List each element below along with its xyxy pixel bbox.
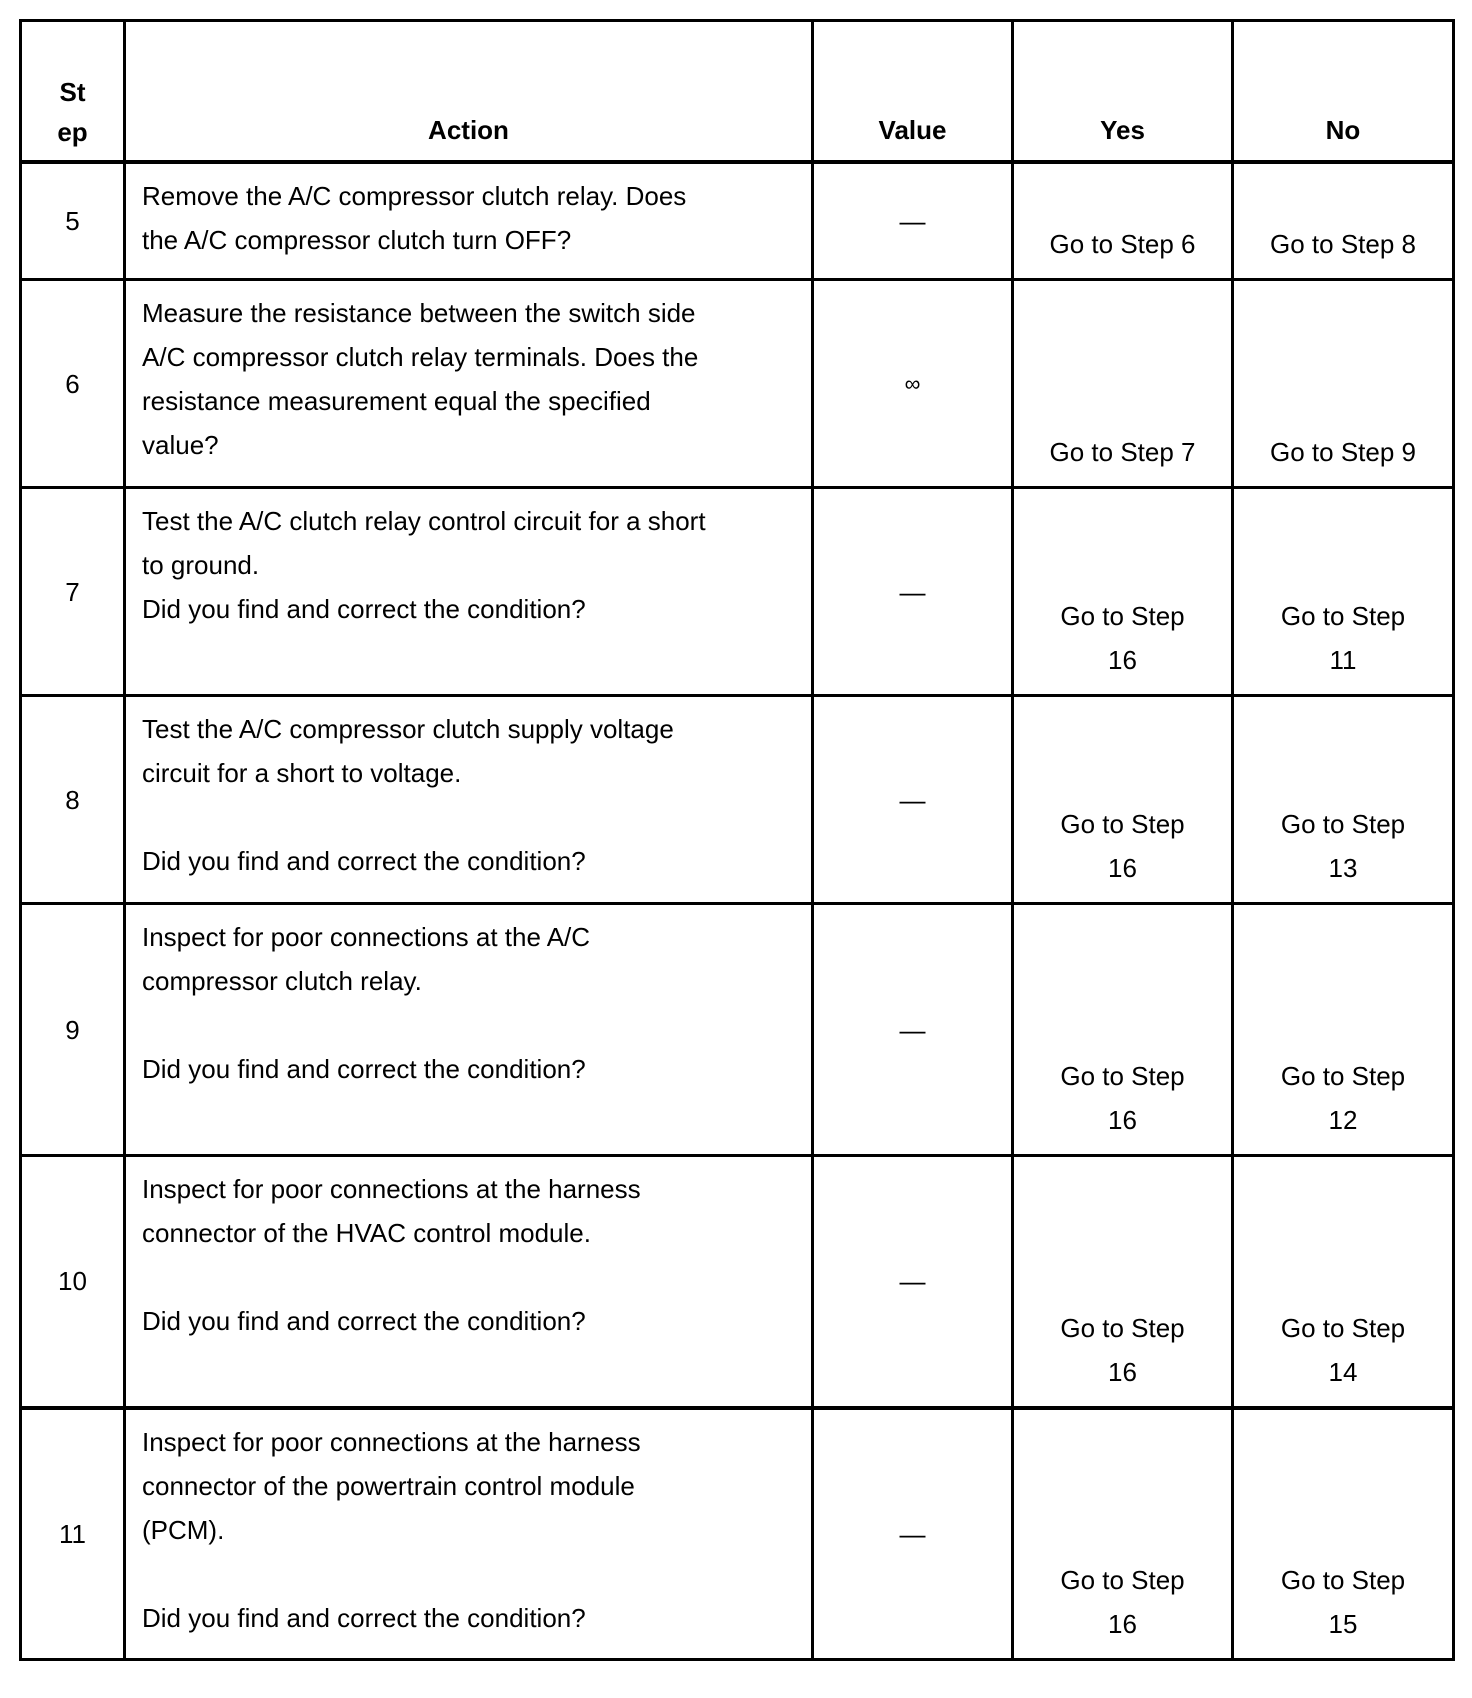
table-row [21, 162, 1454, 280]
action-line: Inspect for poor connections at the harness [142, 1426, 641, 1457]
action-line: Did you find and correct the condition? [142, 594, 586, 624]
table-row [21, 1156, 1454, 1408]
no-line: Go to Step 8 [1270, 229, 1416, 259]
action-line [142, 1003, 791, 1047]
no-cell [1233, 1156, 1454, 1408]
action-line: connector of the powertrain control module [142, 1470, 635, 1501]
action-line: connector of the HVAC control module. [142, 1218, 591, 1248]
action-line: Did you find and correct the condition? [142, 846, 586, 876]
no-line: Go to Step 9 [1270, 437, 1416, 467]
action-line: resistance measurement equal the specified [142, 386, 651, 416]
yes-line: Go to Step [1060, 1312, 1185, 1343]
no-cell [1233, 162, 1454, 280]
action-text [125, 1408, 813, 1660]
action-line [142, 795, 791, 839]
action-line: A/C compressor clutch relay terminals. Does the [142, 342, 699, 372]
no-line: Go to Step [1280, 1565, 1406, 1595]
action-line: Inspect for poor connections at the harness [142, 1174, 641, 1204]
yes-line: 16 [1108, 645, 1137, 675]
action-text [125, 488, 813, 696]
action-line [142, 1255, 791, 1299]
yes-line: Go to Step [1060, 809, 1185, 839]
yes-line: 16 [1108, 1356, 1137, 1387]
action-line: value? [142, 430, 219, 460]
action-line: Measure the resistance between the switch side [142, 298, 696, 328]
step-number: 7 [21, 488, 125, 696]
header-yes: Yes [1013, 21, 1233, 162]
value-cell: — [813, 1408, 1013, 1660]
table-row [21, 696, 1454, 904]
no-line: 13 [1328, 853, 1358, 883]
no-line: 12 [1328, 1105, 1358, 1135]
action-line: the A/C compressor clutch turn OFF? [142, 224, 572, 255]
header-value: Value [813, 21, 1013, 162]
yes-line: 16 [1108, 1105, 1137, 1135]
yes-cell [1013, 280, 1233, 488]
header-step [21, 21, 125, 162]
action-line: compressor clutch relay. [142, 966, 422, 996]
header-step-line1: St [59, 76, 86, 107]
no-line: 15 [1328, 1609, 1358, 1639]
action-text [125, 904, 813, 1156]
value-cell: — [813, 904, 1013, 1156]
no-line: 11 [1329, 645, 1357, 675]
action-text [125, 1156, 813, 1408]
no-line: Go to Step [1280, 1061, 1406, 1091]
action-line: Did you find and correct the condition? [142, 1054, 586, 1084]
action-line: Did you find and correct the condition? [142, 1306, 586, 1336]
yes-line: Go to Step [1060, 1565, 1185, 1595]
yes-cell [1013, 904, 1233, 1156]
action-text [125, 162, 813, 280]
step-number: 6 [21, 280, 125, 488]
no-line: Go to Step [1280, 809, 1406, 839]
value-cell: — [813, 1156, 1013, 1408]
step-number: 11 [21, 1408, 125, 1660]
yes-line: 16 [1108, 853, 1137, 883]
action-line: Test the A/C clutch relay control circuit for a short [142, 506, 706, 536]
step-number: 8 [21, 696, 125, 904]
table-row [21, 488, 1454, 696]
no-cell [1233, 904, 1454, 1156]
no-cell [1233, 696, 1454, 904]
yes-line: 16 [1108, 1609, 1137, 1639]
action-text [125, 280, 813, 488]
value-cell: — [813, 696, 1013, 904]
table-row [21, 280, 1454, 488]
yes-line: Go to Step [1060, 1061, 1185, 1091]
yes-line: Go to Step [1060, 601, 1185, 631]
yes-cell [1013, 162, 1233, 280]
diagnostic-table-page [19, 19, 1455, 1661]
action-line: Remove the A/C compressor clutch relay. Does [142, 180, 687, 211]
diagnostic-steps-table [19, 19, 1455, 1661]
action-line: circuit for a short to voltage. [142, 758, 462, 788]
action-line: Test the A/C compressor clutch supply voltage [142, 714, 674, 744]
table-header-row [21, 21, 1454, 162]
no-line: Go to Step [1280, 601, 1406, 631]
step-number: 10 [21, 1156, 125, 1408]
no-line: 14 [1328, 1356, 1358, 1387]
action-text [125, 696, 813, 904]
table-row [21, 1408, 1454, 1660]
yes-line: Go to Step 7 [1049, 437, 1196, 467]
no-cell [1233, 488, 1454, 696]
yes-cell [1013, 1408, 1233, 1660]
yes-line: Go to Step 6 [1049, 229, 1196, 259]
no-cell [1233, 280, 1454, 488]
action-line: Did you find and correct the condition? [142, 1602, 586, 1633]
header-no: No [1233, 21, 1454, 162]
table-row [21, 904, 1454, 1156]
yes-cell [1013, 488, 1233, 696]
value-cell: — [813, 488, 1013, 696]
yes-cell [1013, 1156, 1233, 1408]
step-number: 5 [21, 162, 125, 280]
action-line: to ground. [142, 550, 260, 580]
step-number: 9 [21, 904, 125, 1156]
value-cell: ∞ [813, 280, 1013, 488]
header-action: Action [125, 21, 813, 162]
no-line: Go to Step [1280, 1312, 1406, 1343]
action-line: (PCM). [142, 1514, 225, 1545]
action-line [142, 1552, 791, 1596]
no-cell [1233, 1408, 1454, 1660]
action-line: Inspect for poor connections at the A/C [142, 922, 591, 952]
header-step-line2: ep [57, 116, 88, 147]
yes-cell [1013, 696, 1233, 904]
value-cell: — [813, 162, 1013, 280]
